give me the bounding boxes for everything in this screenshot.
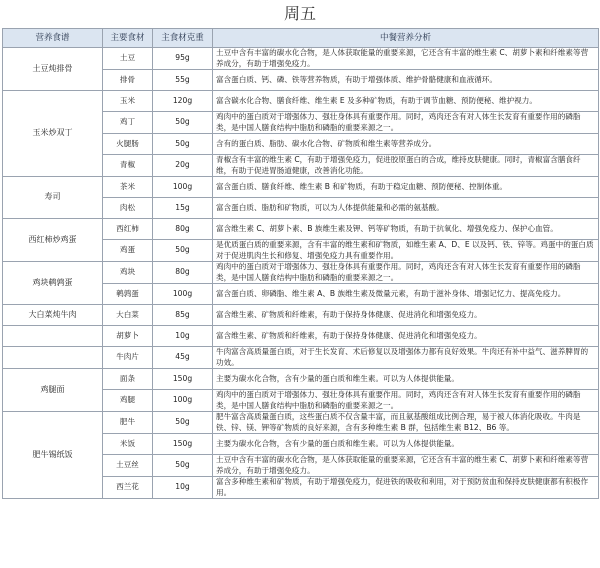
ingredient-cell: 土豆丝 xyxy=(103,455,153,477)
analysis-cell: 鸡肉中的蛋白质对于增强体力、强壮身体具有重要作用。同时，鸡肉还含有对人体生长发育有重要作用的磷脂类，是中国人膳食结构中脂肪和磷脂的重要来源之一。 xyxy=(213,112,599,134)
header-recipe: 营养食谱 xyxy=(3,29,103,48)
dish-name: 寿司 xyxy=(3,177,103,219)
ingredient-cell: 大白菜 xyxy=(103,305,153,326)
page-title: 周五 xyxy=(283,4,316,23)
dish-name: 西红柿炒鸡蛋 xyxy=(3,219,103,262)
weight-cell: 45g xyxy=(153,347,213,369)
ingredient-cell: 鸡蛋 xyxy=(103,240,153,262)
table-row xyxy=(3,219,599,240)
analysis-cell: 鸡肉中的蛋白质对于增强体力、强壮身体具有重要作用。同时，鸡肉还含有对人体生长发育有重要作用的磷脂类，是中国人膳食结构中脂肪和磷脂的重要来源之一。 xyxy=(213,262,599,284)
ingredient-cell: 面条 xyxy=(103,369,153,390)
weight-cell: 10g xyxy=(153,326,213,347)
analysis-cell: 富含蛋白质、膳食纤维、维生素 B 和矿物质，有助于稳定血糖、预防便秘、控制体重。 xyxy=(213,177,599,198)
analysis-cell: 青椒含有丰富的维生素 C，有助于增强免疫力，促进胶原蛋白的合成，维持皮肤健康。同时，青椒富含膳食纤维，有助于促进胃肠道健康，改善消化功能。 xyxy=(213,155,599,177)
analysis-cell: 是优质蛋白质的重要来源，含有丰富的维生素和矿物质，如维生素 A、D、E 以及钙、铁、锌等。鸡蛋中的蛋白质对于促进肌肉生长和修复、增强免疫力具有重要作用。 xyxy=(213,240,599,262)
analysis-cell: 土豆中含有丰富的碳水化合物，是人体获取能量的重要来源，它还含有丰富的维生素 C、胡萝卜素和纤维素等营养成分，有助于增强免疫力。 xyxy=(213,455,599,477)
header-ingredient: 主要食材 xyxy=(103,29,153,48)
weight-cell: 55g xyxy=(153,70,213,91)
analysis-cell: 鸡肉中的蛋白质对于增强体力、强壮身体具有重要作用。同时，鸡肉还含有对人体生长发育有重要作用的磷脂类，是中国人膳食结构中脂肪和磷脂的重要来源之一。 xyxy=(213,390,599,412)
ingredient-cell: 鸡腿 xyxy=(103,390,153,412)
analysis-cell: 富含碳水化合物、膳食纤维、维生素 E 及多种矿物质，有助于调节血糖、预防便秘、维护视力。 xyxy=(213,91,599,112)
ingredient-cell: 胡萝卜 xyxy=(103,326,153,347)
ingredient-cell: 西红柿 xyxy=(103,219,153,240)
dish-name: 土豆炖排骨 xyxy=(3,48,103,91)
table-row xyxy=(3,305,599,326)
analysis-cell: 牛肉富含高质量蛋白质，对于生长发育、术后修复以及增强体力都有良好效果。牛肉还有补中益气、滋养脾胃的功效。 xyxy=(213,347,599,369)
table-row xyxy=(3,48,599,70)
dish-name: 肥牛锡纸饭 xyxy=(3,412,103,499)
weight-cell: 50g xyxy=(153,240,213,262)
table-row xyxy=(3,369,599,390)
ingredient-cell: 火腿肠 xyxy=(103,134,153,155)
ingredient-cell: 肉松 xyxy=(103,198,153,219)
table-row xyxy=(3,412,599,434)
analysis-cell: 富含维生素、矿物质和纤维素，有助于保持身体健康、促进消化和增强免疫力。 xyxy=(213,305,599,326)
dish-name-blank xyxy=(3,347,103,369)
table-row xyxy=(3,262,599,284)
weight-cell: 150g xyxy=(153,369,213,390)
weight-cell: 95g xyxy=(153,48,213,70)
analysis-cell: 土豆中含有丰富的碳水化合物，是人体获取能量的重要来源，它还含有丰富的维生素 C、胡萝卜素和纤维素等营养成分，有助于增强免疫力。 xyxy=(213,48,599,70)
ingredient-cell: 青椒 xyxy=(103,155,153,177)
weight-cell: 80g xyxy=(153,219,213,240)
weight-cell: 120g xyxy=(153,91,213,112)
ingredient-cell: 鸡块 xyxy=(103,262,153,284)
weight-cell: 50g xyxy=(153,455,213,477)
dish-name-blank xyxy=(3,326,103,347)
dish-name: 玉米炒双丁 xyxy=(3,91,103,177)
analysis-cell: 主要为碳水化合物，含有少量的蛋白质和维生素。可以为人体提供能量。 xyxy=(213,369,599,390)
ingredient-cell: 牛肉片 xyxy=(103,347,153,369)
analysis-cell: 富含蛋白质、卵磷脂、维生素 A、B 族维生素及微量元素，有助于滋补身体、增强记忆力、提高免疫力。 xyxy=(213,284,599,305)
ingredient-cell: 茶米 xyxy=(103,177,153,198)
weight-cell: 150g xyxy=(153,434,213,455)
ingredient-cell: 鹌鹑蛋 xyxy=(103,284,153,305)
table-row xyxy=(3,326,599,347)
analysis-cell: 主要为碳水化合物，含有少量的蛋白质和维生素。可以为人体提供能量。 xyxy=(213,434,599,455)
dish-name: 鸡腿面 xyxy=(3,369,103,412)
dish-name: 鸡块鹌鹑蛋 xyxy=(3,262,103,305)
analysis-cell: 含有的蛋白质、脂肪、碳水化合物、矿物质和维生素等营养成分。 xyxy=(213,134,599,155)
weight-cell: 50g xyxy=(153,134,213,155)
analysis-cell: 肥牛富含高质量蛋白质，这些蛋白质不仅含量丰富，而且氨基酸组成比例合理，易于被人体消化吸收。牛肉是铁、锌、镁、钾等矿物质的良好来源，含有多种维生素 B 群，包括维生素 B12、B6 等。 xyxy=(213,412,599,434)
header-weight: 主食材克重 xyxy=(153,29,213,48)
nutrition-table xyxy=(2,28,599,499)
weight-cell: 10g xyxy=(153,477,213,499)
table-row xyxy=(3,347,599,369)
weight-cell: 20g xyxy=(153,155,213,177)
analysis-cell: 富含蛋白质、脂肪和矿物质，可以为人体提供能量和必需的氨基酸。 xyxy=(213,198,599,219)
weight-cell: 100g xyxy=(153,390,213,412)
analysis-cell: 富含多种维生素和矿物质，有助于增强免疫力，促进铁的吸收和利用，对于预防贫血和保持皮肤健康都有积极作用。 xyxy=(213,477,599,499)
table-row xyxy=(3,177,599,198)
ingredient-cell: 肥牛 xyxy=(103,412,153,434)
ingredient-cell: 西兰花 xyxy=(103,477,153,499)
weight-cell: 100g xyxy=(153,177,213,198)
ingredient-cell: 土豆 xyxy=(103,48,153,70)
weight-cell: 85g xyxy=(153,305,213,326)
ingredient-cell: 米饭 xyxy=(103,434,153,455)
ingredient-cell: 鸡丁 xyxy=(103,112,153,134)
ingredient-cell: 排骨 xyxy=(103,70,153,91)
analysis-cell: 富含维生素 C、胡萝卜素、B 族维生素及钾、钙等矿物质，有助于抗氧化、增强免疫力、保护心血管。 xyxy=(213,219,599,240)
analysis-cell: 富含维生素、矿物质和纤维素，有助于保持身体健康、促进消化和增强免疫力。 xyxy=(213,326,599,347)
header-row xyxy=(3,29,599,48)
analysis-cell: 富含蛋白质、钙、磷、铁等营养物质，有助于增强体质、维护骨骼健康和血液循环。 xyxy=(213,70,599,91)
header-analysis: 中餐营养分析 xyxy=(213,29,599,48)
weight-cell: 80g xyxy=(153,262,213,284)
ingredient-cell: 玉米 xyxy=(103,91,153,112)
dish-name: 大白菜炖牛肉 xyxy=(3,305,103,326)
weight-cell: 15g xyxy=(153,198,213,219)
weight-cell: 50g xyxy=(153,412,213,434)
table-row xyxy=(3,91,599,112)
weight-cell: 100g xyxy=(153,284,213,305)
weight-cell: 50g xyxy=(153,112,213,134)
